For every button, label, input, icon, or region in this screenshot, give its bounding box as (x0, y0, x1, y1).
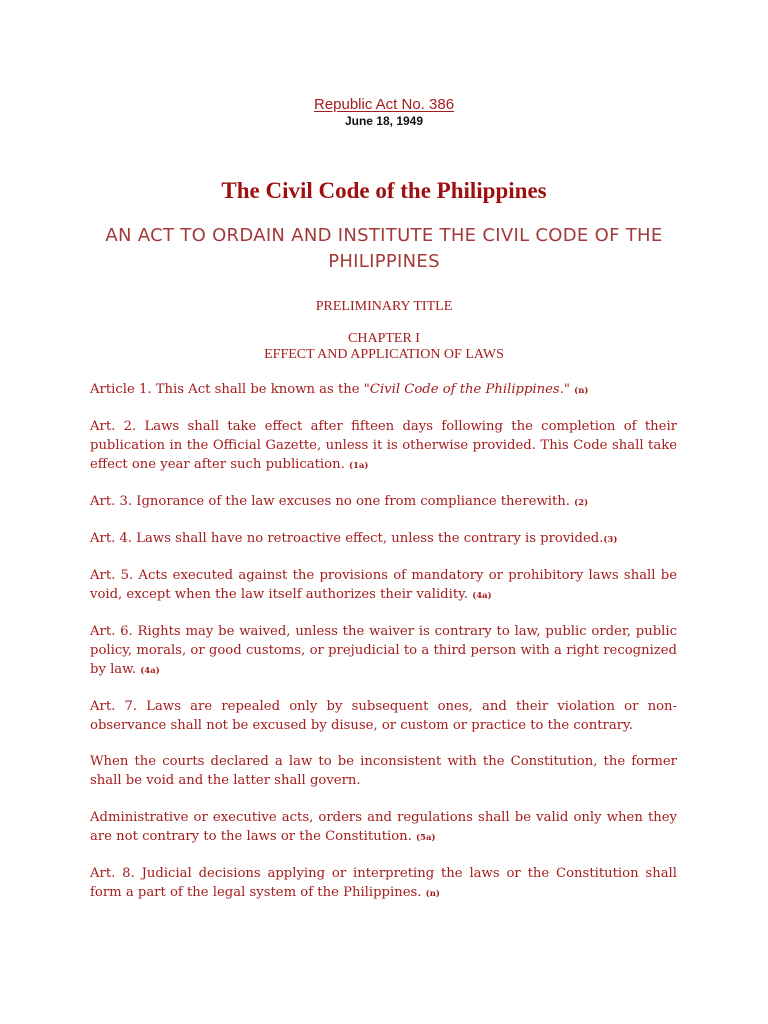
republic-act-link[interactable]: Republic Act No. 386 (313, 96, 455, 113)
chapter-number: CHAPTER I (348, 331, 420, 346)
article-paragraph: Art. 6. Rights may be waived, unless the waiver is contrary to law, public order, public policy, morals, or good customs, or prejudicial to a third person with a right recognized by law. (4a) (90, 624, 677, 677)
article-source-ref: (2) (574, 498, 589, 508)
article-source-ref: (1a) (348, 461, 369, 471)
act-header (0, 94, 768, 128)
document-title: The Civil Code of the Philippines (221, 178, 547, 203)
article-paragraph: Art. 5. Acts executed against the provisions of mandatory or prohibitory laws shall be void, except when the law itself authorizes their validity. (4a) (90, 568, 677, 602)
article-source-ref: (n) (574, 386, 589, 396)
document-subtitle: AN ACT TO ORDAIN AND INSTITUTE THE CIVIL CODE OF THE PHILIPPINES (105, 225, 663, 272)
article-source-ref: (n) (425, 889, 440, 899)
article-source-ref: (4a) (140, 666, 160, 676)
article-paragraph: Art. 2. Laws shall take effect after fifteen days following the completion of their publication in the Official Gazette, unless it is otherwise provided. This Code shall take effect one year after such publication. (1a) (90, 419, 677, 472)
act-date: June 18, 1949 (344, 114, 424, 128)
article-source-ref: (3) (603, 535, 618, 545)
article-paragraph: Art. 7. Laws are repealed only by subsequent ones, and their violation or non-observance shall not be excused by disuse, or custom or practice to the contrary. (90, 699, 677, 733)
article-paragraph: Article 1. This Act shall be known as the "Civil Code of the Philippines." (n) (90, 382, 589, 397)
preliminary-title: PRELIMINARY TITLE (315, 299, 453, 314)
article-paragraph: When the courts declared a law to be inconsistent with the Constitution, the former shall be void and the latter shall govern. (90, 754, 677, 788)
article-paragraph: Art. 4. Laws shall have no retroactive effect, unless the contrary is provided.(3) (90, 531, 618, 546)
article-paragraph: Art. 3. Ignorance of the law excuses no one from compliance therewith. (2) (90, 494, 589, 509)
article-source-ref: (5a) (416, 833, 436, 843)
article-source-ref: (4a) (472, 591, 492, 601)
chapter-heading (0, 331, 768, 363)
chapter-name: EFFECT AND APPLICATION OF LAWS (264, 347, 504, 362)
article-paragraph: Administrative or executive acts, orders and regulations shall be valid only when they are not contrary to the laws or the Constitution. (5a) (90, 810, 677, 844)
article-paragraph: Art. 8. Judicial decisions applying or interpreting the laws or the Constitution shall form a part of the legal system of the Philippines. (n) (90, 866, 677, 900)
